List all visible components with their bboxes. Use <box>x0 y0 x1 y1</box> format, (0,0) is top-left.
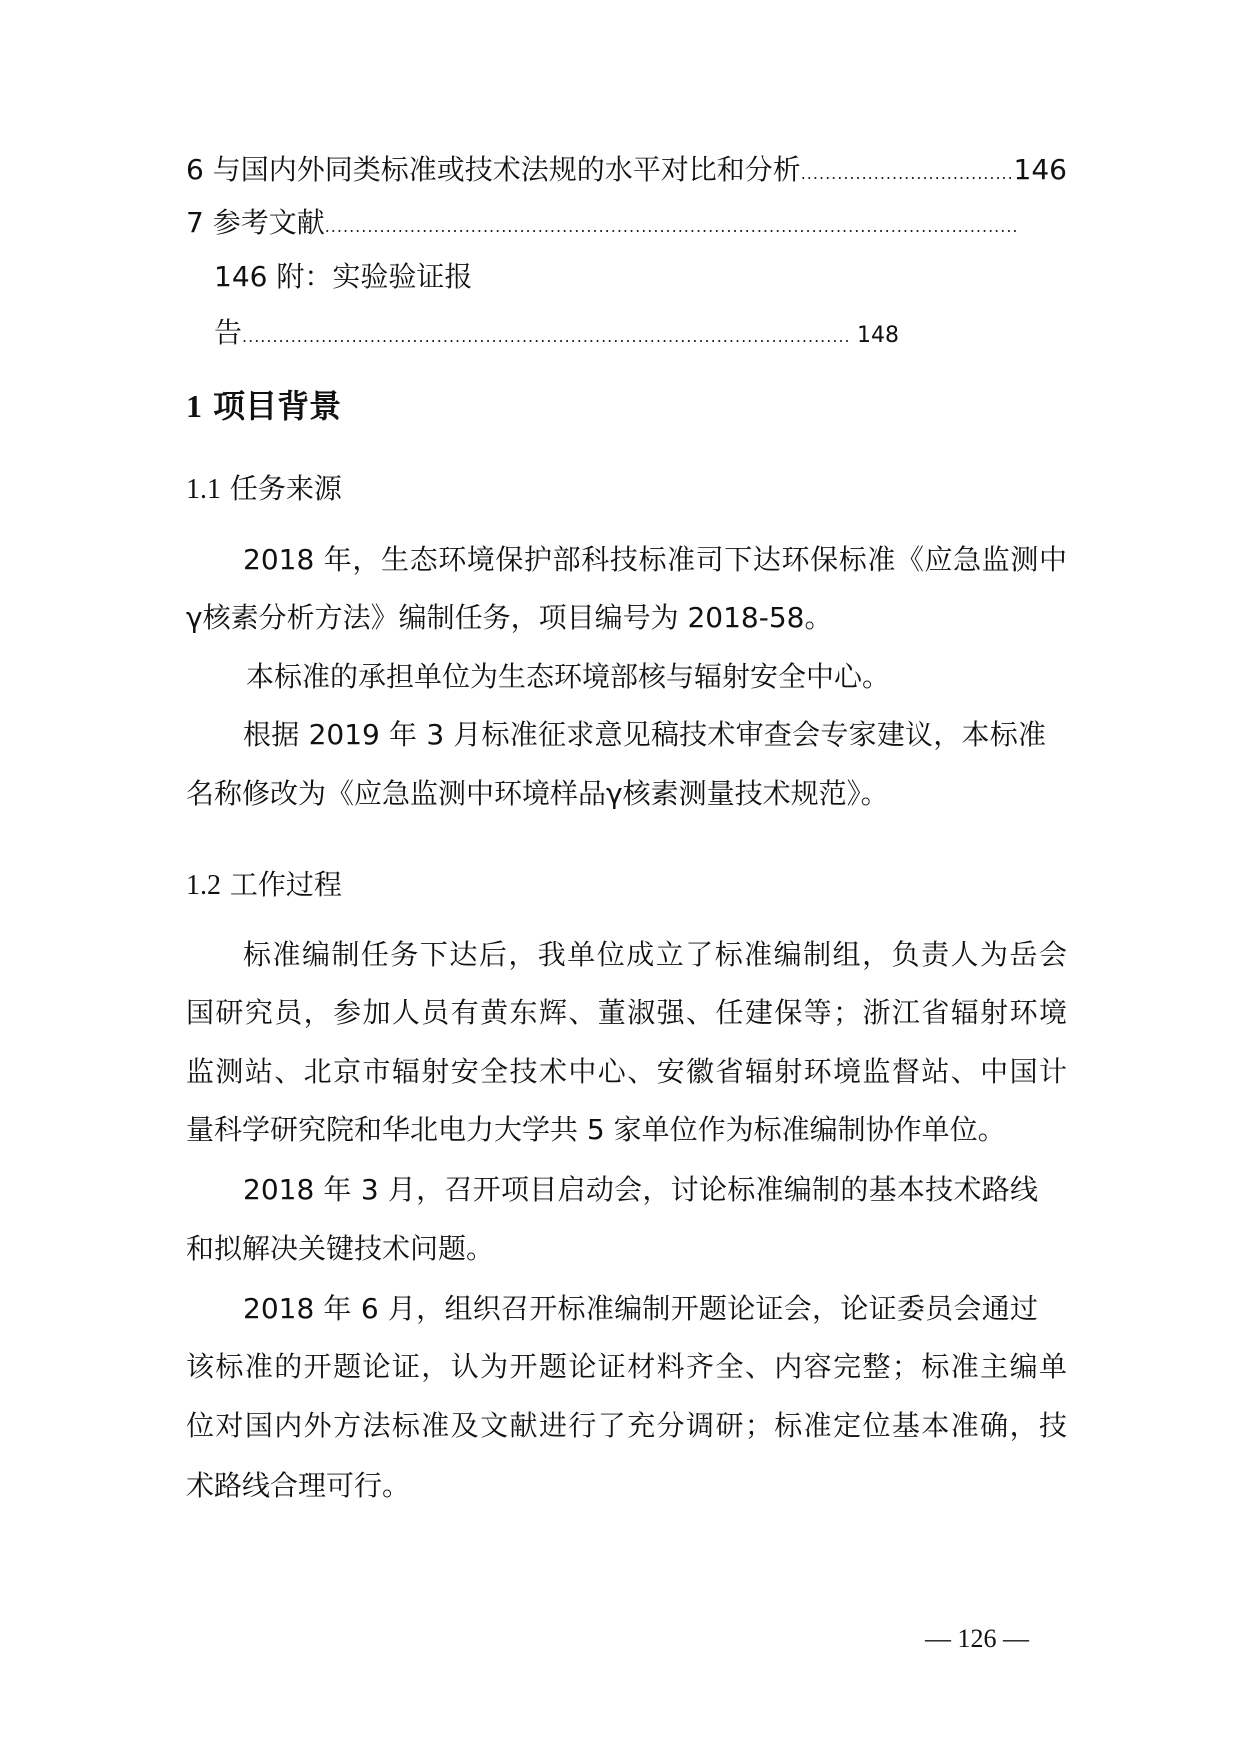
paragraph-line: γ核素分析方法》编制任务，项目编号为 2018-58。 <box>186 601 833 634</box>
paragraph-line: 2018 年 3 月，召开项目启动会，讨论标准编制的基本技术路线 <box>243 1173 1038 1206</box>
paragraph-line: 监测站、北京市辐射安全技术中心、安徽省辐射环境监督站、中国计 <box>186 1055 1067 1088</box>
toc-entry-6[interactable] <box>186 152 1067 192</box>
section-title: 项目背景 <box>213 387 342 425</box>
toc-label: 7 参考文献 <box>186 206 325 239</box>
paragraph-line: 名称修改为《应急监测中环境样品γ核素测量技术规范》。 <box>186 777 889 810</box>
subsection-heading <box>186 867 1067 904</box>
toc-entry-appendix-line2[interactable] <box>214 315 899 355</box>
subsection-number: 1.2 <box>186 870 221 901</box>
paragraph-line: 根据 2019 年 3 月标准征求意见稿技术审查会专家建议，本标准 <box>243 718 1046 751</box>
toc-leader-dots <box>325 209 1016 245</box>
paragraph-line: 本标准的承担单位为生态环境部核与辐射安全中心。 <box>246 660 891 693</box>
toc-entry-appendix-line1[interactable] <box>214 259 1095 295</box>
paragraph-line: 位对国内外方法标准及文献进行了充分调研；标准定位基本准确，技 <box>186 1409 1067 1442</box>
subsection-title: 任务来源 <box>229 472 342 505</box>
subsection-number: 1.1 <box>186 474 221 505</box>
toc-page: 146 <box>214 260 268 293</box>
paragraph-line: 2018 年 6 月，组织召开标准编制开题论证会，论证委员会通过 <box>243 1292 1038 1325</box>
section-number: 1 <box>186 388 202 424</box>
toc-leader-dots <box>242 319 849 355</box>
paragraph-line: 量科学研究院和华北电力大学共 5 家单位作为标准编制协作单位。 <box>186 1113 1006 1146</box>
paragraph-line: 国研究员，参加人员有黄东辉、董淑强、任建保等；浙江省辐射环境 <box>186 996 1067 1029</box>
section-heading <box>186 388 1067 424</box>
paragraph-line: 标准编制任务下达后，我单位成立了标准编制组，负责人为岳会 <box>243 938 1067 971</box>
paragraph-line: 2018 年，生态环境保护部科技标准司下达环保标准《应急监测中 <box>243 543 1067 576</box>
paragraph-line: 该标准的开题论证，认为开题论证材料齐全、内容完整；标准主编单 <box>186 1350 1067 1383</box>
toc-entry-7[interactable] <box>186 205 1016 245</box>
page-number: — 126 — <box>925 1624 1029 1653</box>
toc-label: 6 与国内外同类标准或技术法规的水平对比和分析 <box>186 153 801 186</box>
paragraph-line: 术路线合理可行。 <box>186 1469 411 1502</box>
paragraph-line: 和拟解决关键技术问题。 <box>186 1232 495 1265</box>
toc-label: 告 <box>214 316 243 349</box>
toc-page: 146 <box>1013 153 1067 186</box>
subsection-heading <box>186 471 1067 508</box>
subsection-title: 工作过程 <box>229 868 342 901</box>
toc-label: 附：实验验证报 <box>276 260 473 293</box>
toc-page: 148 <box>857 323 899 348</box>
toc-leader-dots <box>801 156 1014 192</box>
